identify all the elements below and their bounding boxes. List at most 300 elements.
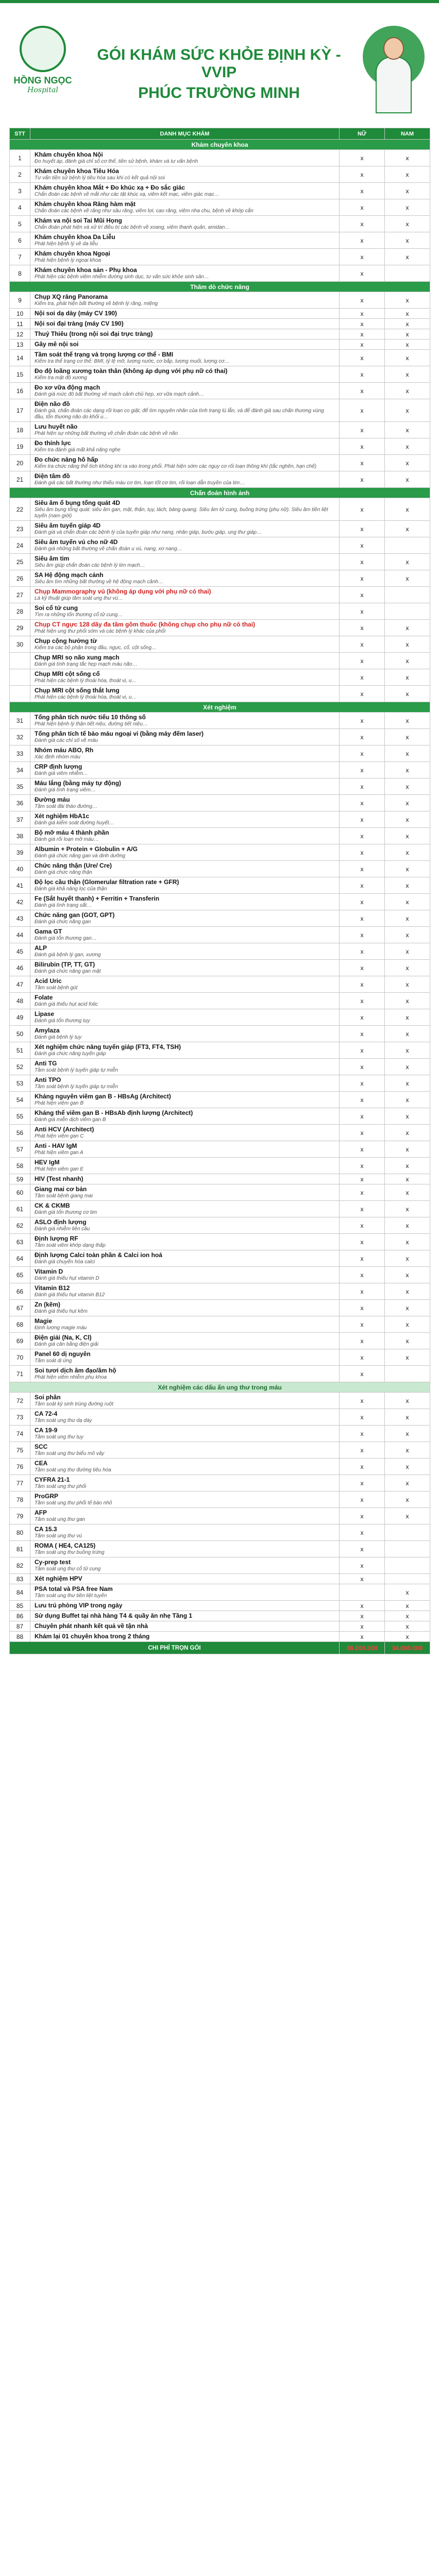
table-row xyxy=(10,199,430,216)
row-desc: Tầm soát ung thư đường tiêu hóa xyxy=(35,1467,111,1473)
row-name: Đo thính lực xyxy=(35,439,71,447)
row-nu-mark: x xyxy=(340,745,385,762)
row-stt: 38 xyxy=(10,828,30,844)
row-nu-mark: x xyxy=(340,1184,385,1201)
row-stt: 60 xyxy=(10,1184,30,1201)
row-name: Định lượng Calci toàn phần & Calci ion hoá xyxy=(35,1251,162,1259)
row-nam-mark: x xyxy=(385,1508,430,1524)
table-row xyxy=(10,1300,430,1316)
section-title: Xét nghiệm xyxy=(10,702,430,713)
table-row xyxy=(10,498,430,521)
row-nam-mark: x xyxy=(385,1601,430,1611)
table-row xyxy=(10,1475,430,1492)
table-row xyxy=(10,1059,430,1075)
total-label: CHI PHÍ TRỌN GÓI xyxy=(10,1642,340,1654)
row-desc: Chẩn đoán các bệnh về răng như sâu răng, viêm lợi, cao răng, viêm nha chu, bệnh về khớp cắn xyxy=(35,208,254,214)
table-row xyxy=(10,1201,430,1217)
table-row xyxy=(10,844,430,861)
row-stt: 39 xyxy=(10,844,30,861)
row-stt: 12 xyxy=(10,329,30,340)
table-row xyxy=(10,1316,430,1333)
table-row xyxy=(10,943,430,960)
row-stt: 69 xyxy=(10,1333,30,1349)
top-stripe xyxy=(0,0,439,3)
row-nam-mark: x xyxy=(385,943,430,960)
row-desc: Đánh giá các chỉ số về máu xyxy=(35,738,98,743)
row-nu-mark: x xyxy=(340,166,385,183)
row-item xyxy=(30,1092,340,1108)
row-stt: 21 xyxy=(10,471,30,488)
row-nu-mark: x xyxy=(340,1492,385,1508)
row-name: Điện tâm đồ xyxy=(35,472,70,480)
row-nu-mark: x xyxy=(340,603,385,620)
row-name: Điện giải (Na, K, Cl) xyxy=(35,1334,92,1341)
row-stt: 32 xyxy=(10,729,30,745)
table-row xyxy=(10,1158,430,1174)
row-name: Fe (Sắt huyết thanh) + Ferritin + Transferin xyxy=(35,895,160,902)
row-nu-mark: x xyxy=(340,1217,385,1234)
row-name: Khám chuyên khoa sản - Phụ khoa xyxy=(35,266,137,274)
row-nu-mark: x xyxy=(340,1409,385,1426)
row-name: Siêu âm tuyến vú cho nữ 4D xyxy=(35,538,118,546)
table-body xyxy=(10,140,430,1654)
row-nam-mark: x xyxy=(385,1333,430,1349)
table-row xyxy=(10,1541,430,1557)
row-nu-mark: x xyxy=(340,292,385,309)
row-nam-mark: x xyxy=(385,1349,430,1366)
row-nu-mark: x xyxy=(340,570,385,587)
row-nam-mark: x xyxy=(385,1201,430,1217)
row-nam-mark: x xyxy=(385,976,430,993)
table-row xyxy=(10,795,430,811)
row-item xyxy=(30,150,340,166)
table-row xyxy=(10,166,430,183)
row-stt: 17 xyxy=(10,399,30,422)
row-desc: Đánh giá thiếu hụt vitamin D xyxy=(35,1276,99,1281)
row-nam-mark xyxy=(385,603,430,620)
row-nu-mark: x xyxy=(340,1125,385,1141)
row-nam-mark: x xyxy=(385,350,430,366)
row-nam-mark: x xyxy=(385,636,430,653)
row-name: CA 19-9 xyxy=(35,1427,58,1434)
row-stt: 27 xyxy=(10,587,30,603)
row-nam-mark xyxy=(385,1366,430,1382)
header-nam: NAM xyxy=(385,128,430,140)
row-item xyxy=(30,1459,340,1475)
row-stt: 58 xyxy=(10,1158,30,1174)
row-stt: 37 xyxy=(10,811,30,828)
page-subtitle: PHÚC TRƯỜNG MINH xyxy=(138,84,300,101)
header-name: DANH MỤC KHÁM xyxy=(30,128,340,140)
row-stt: 80 xyxy=(10,1524,30,1541)
row-name: Chụp CT ngực 128 dãy đa tầm gồm thuốc (không chụp cho phụ nữ có thai) xyxy=(35,621,256,628)
table-row xyxy=(10,729,430,745)
row-name: Chụp XQ răng Panorama xyxy=(35,293,108,300)
row-nam-mark: x xyxy=(385,1409,430,1426)
table-row xyxy=(10,762,430,778)
row-desc: Phát hiện các bệnh lý thoái hóa, thoát vị, u… xyxy=(35,694,137,700)
row-stt: 45 xyxy=(10,943,30,960)
row-desc: Kiểm tra thể trạng cơ thể: BMI, tỷ lệ mỡ, lượng nước, cơ bắp, lượng muối, lượng cơ… xyxy=(35,359,230,364)
row-name: Khám chuyên khoa Mắt + Đo khúc xạ + Đo sắc giác xyxy=(35,184,185,191)
row-nu-mark: x xyxy=(340,828,385,844)
row-nu-mark: x xyxy=(340,438,385,455)
row-stt: 41 xyxy=(10,877,30,894)
row-item xyxy=(30,620,340,636)
table-row xyxy=(10,1409,430,1426)
row-stt: 47 xyxy=(10,976,30,993)
row-name: CEA xyxy=(35,1460,48,1467)
row-item xyxy=(30,329,340,340)
row-stt: 23 xyxy=(10,521,30,537)
table-row xyxy=(10,216,430,232)
row-name: Đo chức năng hô hấp xyxy=(35,456,98,463)
row-item xyxy=(30,1075,340,1092)
row-nam-mark: x xyxy=(385,1300,430,1316)
row-desc: Đánh giá bệnh lý tụy xyxy=(35,1035,82,1040)
row-desc: Đánh giá, chẩn đoán các dạng rối loạn co giật, để tìm nguyên nhân của tình trạng lú lẫn, và để đánh giá sau chấn thương vùng đầu, tổn thương não do khối u… xyxy=(35,408,324,420)
row-desc: Tầm soát ung thư biểu mô vảy xyxy=(35,1451,105,1456)
row-nu-mark: x xyxy=(340,1026,385,1042)
table-row xyxy=(10,1042,430,1059)
table-row xyxy=(10,1508,430,1524)
row-item xyxy=(30,554,340,570)
row-nam-mark: x xyxy=(385,745,430,762)
row-item xyxy=(30,292,340,309)
row-item xyxy=(30,1524,340,1541)
row-desc: Tầm soát ung thư dạ dày xyxy=(35,1418,92,1423)
row-name: Xét nghiệm HbA1c xyxy=(35,812,90,820)
table-row xyxy=(10,340,430,350)
row-item xyxy=(30,455,340,471)
row-desc: Đánh giá tình trạng sắt… xyxy=(35,903,92,908)
row-item xyxy=(30,1174,340,1184)
row-name: CYFRA 21-1 xyxy=(35,1476,70,1483)
row-item xyxy=(30,1234,340,1250)
row-nu-mark: x xyxy=(340,1059,385,1075)
row-nu-mark: x xyxy=(340,1201,385,1217)
row-stt: 7 xyxy=(10,249,30,265)
table-row xyxy=(10,350,430,366)
row-nu-mark: x xyxy=(340,554,385,570)
table-row xyxy=(10,438,430,455)
row-name: Giang mai cơ bản xyxy=(35,1185,87,1193)
row-item xyxy=(30,1393,340,1409)
row-name: Siêu âm tuyến giáp 4D xyxy=(35,522,101,529)
row-desc: Tầm soát đái tháo đường… xyxy=(35,804,97,809)
row-name: Tổng phân tích tế bào máu ngoại vi (bằng máy đếm laser) xyxy=(35,730,204,737)
row-item xyxy=(30,1508,340,1524)
row-name: Kháng nguyên viêm gan B - HBsAg (Architect) xyxy=(35,1093,171,1100)
row-item xyxy=(30,1158,340,1174)
row-stt: 75 xyxy=(10,1442,30,1459)
section-row xyxy=(10,1382,430,1393)
table-row xyxy=(10,1250,430,1267)
row-desc: Xác định nhóm máu xyxy=(35,754,80,760)
row-name: Khám chuyên khoa Tiêu Hóa xyxy=(35,167,119,175)
row-nu-mark: x xyxy=(340,150,385,166)
row-nu-mark: x xyxy=(340,216,385,232)
row-desc: Đánh giá thiếu hụt kẽm xyxy=(35,1309,88,1314)
row-stt: 20 xyxy=(10,455,30,471)
row-desc: Kiểm tra đánh giá mất khả năng nghe xyxy=(35,447,121,453)
row-name: Bộ mỡ máu 4 thành phần xyxy=(35,829,109,836)
table-row xyxy=(10,1283,430,1300)
row-item xyxy=(30,745,340,762)
row-nu-mark: x xyxy=(340,1349,385,1366)
row-item xyxy=(30,795,340,811)
table-row xyxy=(10,232,430,249)
table-row xyxy=(10,828,430,844)
row-stt xyxy=(10,653,30,669)
row-nam-mark: x xyxy=(385,554,430,570)
row-nu-mark: x xyxy=(340,1174,385,1184)
row-nam-mark: x xyxy=(385,1125,430,1141)
row-stt: 85 xyxy=(10,1601,30,1611)
row-name: ROMA ( HE4, CA125) xyxy=(35,1542,96,1549)
row-item xyxy=(30,1601,340,1611)
row-nu-mark: x xyxy=(340,653,385,669)
row-item xyxy=(30,1042,340,1059)
row-nu-mark: x xyxy=(340,976,385,993)
row-nu-mark: x xyxy=(340,1333,385,1349)
row-nu-mark: x xyxy=(340,1092,385,1108)
row-stt: 57 xyxy=(10,1141,30,1158)
row-name: Vitamin B12 xyxy=(35,1284,70,1292)
table-row xyxy=(10,1393,430,1409)
row-stt: 76 xyxy=(10,1459,30,1475)
row-nam-mark: x xyxy=(385,1632,430,1642)
table-row xyxy=(10,861,430,877)
row-nam-mark: x xyxy=(385,292,430,309)
row-nam-mark: x xyxy=(385,1584,430,1601)
row-desc: Đánh giá kiểm soát đường huyết… xyxy=(35,820,114,826)
row-nam-mark: x xyxy=(385,762,430,778)
row-item xyxy=(30,1250,340,1267)
row-stt: 6 xyxy=(10,232,30,249)
row-stt: 50 xyxy=(10,1026,30,1042)
row-nam-mark: x xyxy=(385,471,430,488)
row-desc: Phát hiện bệnh lý thận tiết niệu, đường tiết niệu… xyxy=(35,721,148,727)
table-row xyxy=(10,960,430,976)
row-name: Vitamin D xyxy=(35,1268,63,1275)
row-stt: 26 xyxy=(10,570,30,587)
row-nam-mark: x xyxy=(385,1184,430,1201)
table-row xyxy=(10,150,430,166)
table-row xyxy=(10,570,430,587)
row-nu-mark: x xyxy=(340,620,385,636)
row-desc: Đánh giá chức năng gan và dinh dưỡng xyxy=(35,853,126,859)
table-row xyxy=(10,319,430,329)
row-name: Đo độ loãng xương toàn thân (không áp dụng với phụ nữ có thai) xyxy=(35,367,228,375)
row-item xyxy=(30,993,340,1009)
row-stt: 88 xyxy=(10,1632,30,1642)
row-nam-mark: x xyxy=(385,570,430,587)
section-title: Khám chuyên khoa xyxy=(10,140,430,150)
row-name: Chụp MRI cột sống cổ xyxy=(35,670,100,677)
row-nu-mark: x xyxy=(340,1300,385,1316)
row-stt: 29 xyxy=(10,620,30,636)
row-item xyxy=(30,844,340,861)
row-nam-mark: x xyxy=(385,366,430,383)
row-desc: Phát hiện viêm nhiễm phụ khoa xyxy=(35,1375,107,1380)
row-name: Nhóm máu ABO, Rh xyxy=(35,747,94,754)
row-item xyxy=(30,350,340,366)
section-title: Chẩn đoán hình ảnh xyxy=(10,488,430,498)
row-item xyxy=(30,811,340,828)
row-nu-mark: x xyxy=(340,521,385,537)
row-desc: Đánh giá viêm nhiễm… xyxy=(35,771,88,776)
row-item xyxy=(30,1108,340,1125)
row-nu-mark: x xyxy=(340,1316,385,1333)
row-desc: Đánh giá các bất thường như thiếu máu cơ tim, loạn tốt cơ tim, rối loạn dẫn truyền của tim… xyxy=(35,480,245,486)
table-row xyxy=(10,399,430,422)
row-nu-mark: x xyxy=(340,1557,385,1574)
row-item xyxy=(30,861,340,877)
row-item xyxy=(30,1217,340,1234)
row-stt: 1 xyxy=(10,150,30,166)
row-item xyxy=(30,1492,340,1508)
row-desc: Định lượng magie máu xyxy=(35,1325,87,1331)
table-row xyxy=(10,587,430,603)
row-nu-mark: x xyxy=(340,1250,385,1267)
row-nu-mark: x xyxy=(340,636,385,653)
table-row xyxy=(10,383,430,399)
row-name: CA 15.3 xyxy=(35,1526,57,1533)
row-stt: 22 xyxy=(10,498,30,521)
table-row xyxy=(10,1632,430,1642)
row-name: Anti TG xyxy=(35,1060,57,1067)
table-row xyxy=(10,455,430,471)
row-stt: 24 xyxy=(10,537,30,554)
row-stt: 51 xyxy=(10,1042,30,1059)
row-nam-mark: x xyxy=(385,1621,430,1632)
row-nu-mark: x xyxy=(340,894,385,910)
row-item xyxy=(30,1333,340,1349)
row-desc: Siêu âm giúp chẩn đoán các bệnh lý tim mạch… xyxy=(35,563,145,568)
row-nam-mark: x xyxy=(385,319,430,329)
row-item xyxy=(30,910,340,927)
row-nam-mark: x xyxy=(385,183,430,199)
row-item xyxy=(30,249,340,265)
row-name: CRP định lượng xyxy=(35,763,82,770)
row-stt: 48 xyxy=(10,993,30,1009)
table-row xyxy=(10,894,430,910)
row-desc: Đánh giá chức năng gan xyxy=(35,919,91,925)
row-item xyxy=(30,537,340,554)
row-desc: Đánh giá chức năng gan mật xyxy=(35,969,101,974)
row-item xyxy=(30,383,340,399)
row-stt: 4 xyxy=(10,199,30,216)
row-nu-mark: x xyxy=(340,537,385,554)
row-stt: 44 xyxy=(10,927,30,943)
row-desc: Chẩn đoán phát hiện và xử trí điều trị các bệnh về xoang, viêm thanh quản, amidan… xyxy=(35,225,230,230)
row-nu-mark: x xyxy=(340,232,385,249)
row-nam-mark: x xyxy=(385,877,430,894)
row-name: HIV (Test nhanh) xyxy=(35,1175,83,1182)
section-title: Thăm dò chức năng xyxy=(10,282,430,292)
row-nu-mark: x xyxy=(340,1267,385,1283)
row-item xyxy=(30,1366,340,1382)
row-name: Tầm soát thể trạng và trọng lượng cơ thể - BMI xyxy=(35,351,174,358)
section-title: Xét nghiệm các dấu ấn ung thư trong máu xyxy=(10,1382,430,1393)
row-desc: Đánh giá chuyển hóa calci xyxy=(35,1259,95,1265)
row-nam-mark xyxy=(385,587,430,603)
row-item xyxy=(30,1283,340,1300)
page-title: GÓI KHÁM SỨC KHỎE ĐỊNH KỲ - VVIP xyxy=(97,46,341,81)
row-stt: 63 xyxy=(10,1234,30,1250)
row-item xyxy=(30,1267,340,1283)
table-row xyxy=(10,1009,430,1026)
row-desc: Tìm ra những tổn thương cổ tử cung… xyxy=(35,612,123,618)
row-item xyxy=(30,877,340,894)
table-row xyxy=(10,292,430,309)
row-stt: 56 xyxy=(10,1125,30,1141)
row-item xyxy=(30,1475,340,1492)
row-nu-mark: x xyxy=(340,943,385,960)
row-nam-mark xyxy=(385,1524,430,1541)
row-nu-mark: x xyxy=(340,1141,385,1158)
row-desc: Đánh giá tổn thương gan… xyxy=(35,936,97,941)
row-nam-mark: x xyxy=(385,1283,430,1300)
row-desc: Kiểm tra các bộ phận trong đầu, ngực, cổ, cột sống… xyxy=(35,645,157,651)
row-stt: 2 xyxy=(10,166,30,183)
row-desc: Kiểm tra mật độ xương xyxy=(35,375,87,381)
row-stt: 86 xyxy=(10,1611,30,1621)
row-desc: Đánh giá khả năng lọc của thận xyxy=(35,886,107,892)
row-nu-mark: x xyxy=(340,1508,385,1524)
table-row xyxy=(10,910,430,927)
row-desc: Đánh giá thiếu hụt acid folic xyxy=(35,1002,98,1007)
row-desc: Kiểm tra, phát hiện bất thường về bệnh lý răng, miệng xyxy=(35,301,158,307)
row-item xyxy=(30,183,340,199)
row-desc: Đánh giá cân bằng điện giải xyxy=(35,1342,98,1347)
row-nam-mark: x xyxy=(385,1426,430,1442)
row-name: Gây mê nội soi xyxy=(35,341,79,348)
row-stt: 49 xyxy=(10,1009,30,1026)
row-name: ASLO định lượng xyxy=(35,1218,87,1226)
row-desc: Đánh giá tình trạng tắc hẹp mạch máu não… xyxy=(35,662,138,667)
row-item xyxy=(30,498,340,521)
row-nu-mark: x xyxy=(340,199,385,216)
row-stt: 14 xyxy=(10,350,30,366)
row-name: Acid Uric xyxy=(35,977,62,985)
row-stt: 65 xyxy=(10,1267,30,1283)
section-row xyxy=(10,702,430,713)
row-name: CK & CKMB xyxy=(35,1202,70,1209)
row-name: Chức năng gan (GOT, GPT) xyxy=(35,911,115,919)
row-desc: Đánh giá những bất thường về chẩn đoán u vú, nang, xơ nang… xyxy=(35,546,182,552)
row-name: Magie xyxy=(35,1317,53,1325)
row-desc: Tầm soát ung thư vú xyxy=(35,1533,82,1539)
row-name: Lưu trú phòng VIP trong ngày xyxy=(35,1602,123,1609)
row-nu-mark: x xyxy=(340,910,385,927)
row-desc: Đánh giá chức năng thận xyxy=(35,870,92,875)
row-name: Anti HCV (Architect) xyxy=(35,1126,94,1133)
title-block xyxy=(95,46,343,102)
row-nam-mark: x xyxy=(385,1459,430,1475)
table-row xyxy=(10,877,430,894)
table-row xyxy=(10,713,430,729)
row-nam-mark: x xyxy=(385,309,430,319)
table-row xyxy=(10,1217,430,1234)
row-nam-mark: x xyxy=(385,1492,430,1508)
row-nu-mark: x xyxy=(340,249,385,265)
row-desc: Phát hiện viêm gan C xyxy=(35,1133,84,1139)
row-item xyxy=(30,422,340,438)
row-item xyxy=(30,1584,340,1601)
table-row xyxy=(10,927,430,943)
